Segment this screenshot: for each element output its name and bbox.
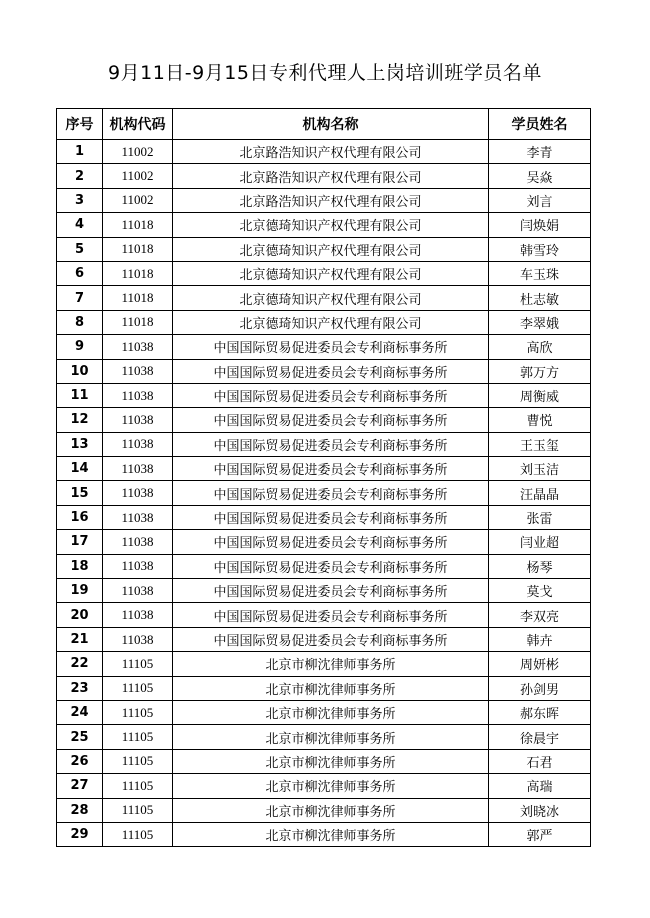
row-student-name: 汪晶晶	[489, 481, 591, 505]
row-student-name: 杨琴	[489, 554, 591, 578]
trainee-roster-table	[56, 108, 591, 847]
row-org-code: 11018	[103, 286, 173, 310]
row-org-code: 11105	[103, 749, 173, 773]
table-row	[57, 359, 591, 383]
row-org-code: 11105	[103, 700, 173, 724]
table-row	[57, 213, 591, 237]
table-row	[57, 652, 591, 676]
row-student-name: 张雷	[489, 505, 591, 529]
row-org-code: 11038	[103, 457, 173, 481]
table-row	[57, 261, 591, 285]
row-org-code: 11038	[103, 627, 173, 651]
table-row	[57, 237, 591, 261]
table-row	[57, 627, 591, 651]
table-row	[57, 822, 591, 846]
row-org-name: 北京德琦知识产权代理有限公司	[173, 237, 489, 261]
row-org-name: 北京德琦知识产权代理有限公司	[173, 286, 489, 310]
row-org-name: 北京路浩知识产权代理有限公司	[173, 188, 489, 212]
row-student-name: 李双亮	[489, 603, 591, 627]
row-seq: 19	[57, 579, 103, 603]
row-seq: 8	[57, 310, 103, 334]
table-row	[57, 554, 591, 578]
header-student-name: 学员姓名	[489, 109, 591, 140]
row-org-name: 中国国际贸易促进委员会专利商标事务所	[173, 481, 489, 505]
table-row	[57, 383, 591, 407]
table-row	[57, 505, 591, 529]
row-org-code: 11038	[103, 579, 173, 603]
row-org-name: 中国国际贸易促进委员会专利商标事务所	[173, 530, 489, 554]
row-student-name: 石君	[489, 749, 591, 773]
row-org-code: 11038	[103, 554, 173, 578]
table-row	[57, 286, 591, 310]
row-student-name: 郝东晖	[489, 700, 591, 724]
table-row	[57, 749, 591, 773]
row-student-name: 郭严	[489, 822, 591, 846]
row-org-name: 北京市柳沈律师事务所	[173, 749, 489, 773]
row-org-code: 11038	[103, 335, 173, 359]
table-row	[57, 310, 591, 334]
table-row	[57, 335, 591, 359]
row-org-name: 北京市柳沈律师事务所	[173, 774, 489, 798]
row-org-code: 11038	[103, 383, 173, 407]
row-org-name: 中国国际贸易促进委员会专利商标事务所	[173, 359, 489, 383]
row-student-name: 吴焱	[489, 164, 591, 188]
header-row	[57, 109, 591, 140]
table-row	[57, 700, 591, 724]
row-student-name: 韩卉	[489, 627, 591, 651]
row-student-name: 闫焕娟	[489, 213, 591, 237]
row-seq: 23	[57, 676, 103, 700]
row-org-code: 11038	[103, 530, 173, 554]
row-org-code: 11018	[103, 237, 173, 261]
row-org-code: 11105	[103, 676, 173, 700]
row-org-name: 北京路浩知识产权代理有限公司	[173, 140, 489, 164]
row-seq: 13	[57, 432, 103, 456]
row-seq: 6	[57, 261, 103, 285]
table-row	[57, 725, 591, 749]
row-seq: 3	[57, 188, 103, 212]
row-seq: 5	[57, 237, 103, 261]
document-title: 9月11日-9月15日专利代理人上岗培训班学员名单	[108, 62, 542, 84]
row-org-name: 中国国际贸易促进委员会专利商标事务所	[173, 505, 489, 529]
row-org-code: 11018	[103, 310, 173, 334]
row-seq: 14	[57, 457, 103, 481]
row-student-name: 高欣	[489, 335, 591, 359]
row-seq: 17	[57, 530, 103, 554]
row-student-name: 韩雪玲	[489, 237, 591, 261]
row-seq: 2	[57, 164, 103, 188]
row-org-name: 中国国际贸易促进委员会专利商标事务所	[173, 627, 489, 651]
table-row	[57, 603, 591, 627]
row-seq: 16	[57, 505, 103, 529]
row-student-name: 杜志敏	[489, 286, 591, 310]
row-org-name: 中国国际贸易促进委员会专利商标事务所	[173, 554, 489, 578]
row-seq: 28	[57, 798, 103, 822]
row-seq: 4	[57, 213, 103, 237]
row-seq: 11	[57, 383, 103, 407]
row-org-code: 11002	[103, 164, 173, 188]
row-student-name: 刘晓冰	[489, 798, 591, 822]
table-row	[57, 530, 591, 554]
table-body	[57, 140, 591, 847]
row-seq: 21	[57, 627, 103, 651]
row-seq: 15	[57, 481, 103, 505]
row-org-code: 11018	[103, 261, 173, 285]
row-seq: 22	[57, 652, 103, 676]
row-student-name: 李翠娥	[489, 310, 591, 334]
row-student-name: 徐晨宇	[489, 725, 591, 749]
row-student-name: 刘言	[489, 188, 591, 212]
row-org-name: 北京德琦知识产权代理有限公司	[173, 213, 489, 237]
row-seq: 26	[57, 749, 103, 773]
table-row	[57, 432, 591, 456]
row-org-name: 北京市柳沈律师事务所	[173, 725, 489, 749]
row-org-name: 中国国际贸易促进委员会专利商标事务所	[173, 579, 489, 603]
row-org-code: 11038	[103, 408, 173, 432]
table-row	[57, 798, 591, 822]
row-org-code: 11002	[103, 188, 173, 212]
table-row	[57, 188, 591, 212]
row-org-name: 北京德琦知识产权代理有限公司	[173, 310, 489, 334]
row-student-name: 高瑞	[489, 774, 591, 798]
table-row	[57, 481, 591, 505]
row-org-code: 11105	[103, 652, 173, 676]
table-row	[57, 457, 591, 481]
table-row	[57, 140, 591, 164]
row-org-code: 11002	[103, 140, 173, 164]
table-header	[57, 109, 591, 140]
row-org-code: 11018	[103, 213, 173, 237]
table-row	[57, 774, 591, 798]
row-seq: 24	[57, 700, 103, 724]
row-student-name: 周妍彬	[489, 652, 591, 676]
row-org-name: 北京市柳沈律师事务所	[173, 676, 489, 700]
row-seq: 27	[57, 774, 103, 798]
row-seq: 25	[57, 725, 103, 749]
row-org-code: 11038	[103, 505, 173, 529]
table-row	[57, 579, 591, 603]
row-seq: 9	[57, 335, 103, 359]
table-row	[57, 164, 591, 188]
row-org-name: 北京市柳沈律师事务所	[173, 652, 489, 676]
row-org-name: 北京市柳沈律师事务所	[173, 798, 489, 822]
row-org-code: 11105	[103, 774, 173, 798]
row-org-name: 北京市柳沈律师事务所	[173, 700, 489, 724]
row-org-name: 中国国际贸易促进委员会专利商标事务所	[173, 432, 489, 456]
table-row	[57, 676, 591, 700]
row-seq: 12	[57, 408, 103, 432]
row-org-code: 11038	[103, 603, 173, 627]
row-org-code: 11038	[103, 359, 173, 383]
row-seq: 1	[57, 140, 103, 164]
row-seq: 20	[57, 603, 103, 627]
row-student-name: 孙剑男	[489, 676, 591, 700]
row-student-name: 刘玉洁	[489, 457, 591, 481]
row-org-name: 中国国际贸易促进委员会专利商标事务所	[173, 383, 489, 407]
header-seq: 序号	[57, 109, 103, 140]
row-student-name: 曹悦	[489, 408, 591, 432]
row-student-name: 王玉玺	[489, 432, 591, 456]
row-org-name: 中国国际贸易促进委员会专利商标事务所	[173, 408, 489, 432]
row-org-name: 北京市柳沈律师事务所	[173, 822, 489, 846]
row-org-code: 11038	[103, 481, 173, 505]
row-student-name: 周衡威	[489, 383, 591, 407]
row-org-code: 11105	[103, 725, 173, 749]
header-org-code: 机构代码	[103, 109, 173, 140]
row-student-name: 李青	[489, 140, 591, 164]
row-org-name: 北京路浩知识产权代理有限公司	[173, 164, 489, 188]
row-student-name: 闫业超	[489, 530, 591, 554]
row-student-name: 车玉珠	[489, 261, 591, 285]
row-org-name: 中国国际贸易促进委员会专利商标事务所	[173, 335, 489, 359]
row-student-name: 郭万方	[489, 359, 591, 383]
row-seq: 18	[57, 554, 103, 578]
table-row	[57, 408, 591, 432]
row-seq: 7	[57, 286, 103, 310]
row-org-name: 中国国际贸易促进委员会专利商标事务所	[173, 457, 489, 481]
row-org-name: 北京德琦知识产权代理有限公司	[173, 261, 489, 285]
row-seq: 29	[57, 822, 103, 846]
row-student-name: 莫戈	[489, 579, 591, 603]
row-org-code: 11105	[103, 798, 173, 822]
row-org-code: 11105	[103, 822, 173, 846]
row-org-name: 中国国际贸易促进委员会专利商标事务所	[173, 603, 489, 627]
row-org-code: 11038	[103, 432, 173, 456]
header-org-name: 机构名称	[173, 109, 489, 140]
row-seq: 10	[57, 359, 103, 383]
